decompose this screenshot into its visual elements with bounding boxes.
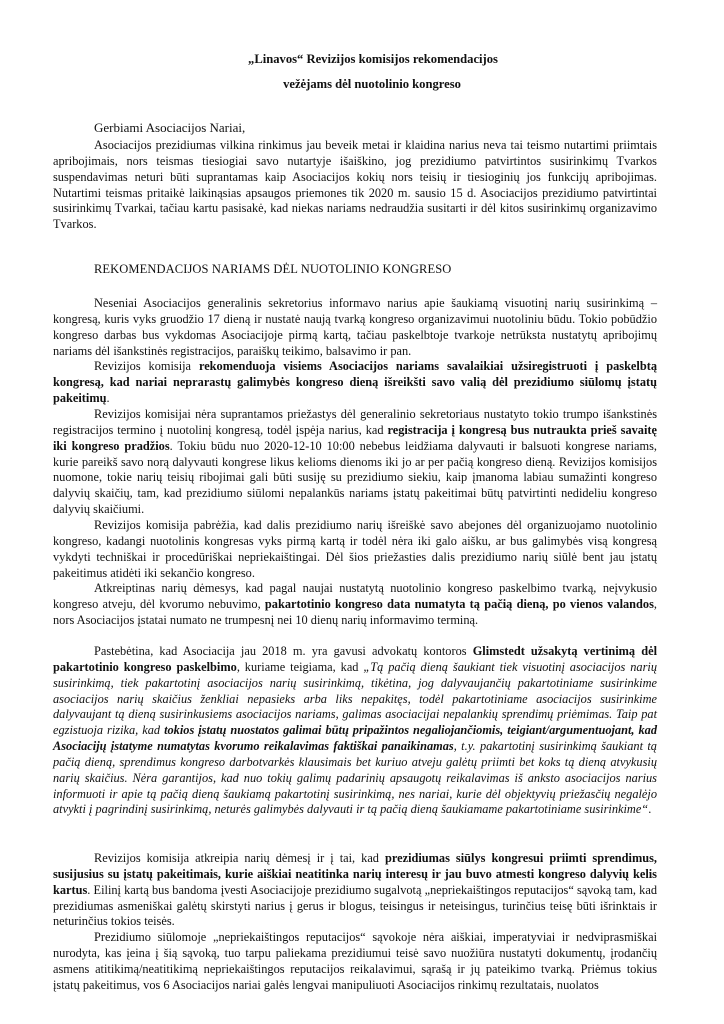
paragraph-6-end: . — [648, 802, 652, 817]
paragraph-5-bold: pakartotinio kongreso data numatyta tą pačią dieną, po vienos valandos — [264, 596, 654, 611]
paragraph-6-quote-bold: tokios įstatų nuostatos galimai būtų pripažintos negaliojančiomis, teigiant/argumentuojant, kad Asociacijų įstatyme numatytas kvorumo reikalavimas faktiškai panaikinamas — [53, 723, 657, 754]
paragraph-3-end: . Tokiu būdu nuo 2020-12-10 10:00 nebebus leidžiama dalyvauti ir balsuoti kongrese nariams, kurie pareikš savo norą dalyvauti kongrese likus kelioms dienoms iki jo ar per pačią kongreso dieną. Revizijos komisijos nuomone, tokie narių teisių ribojimai gali būti susiję su prezidiumo siekiu, kaip įmanoma labiau sumažinti kongreso dalyvių skaičių, tam, kad prezidiumo siūlomi nepalankūs nariams įstatų pakeitimai būtų patvirtinti nedideliu kongreso dalyvių skaičiumi. — [53, 438, 657, 517]
paragraph-6-quote: „Tą pačią dieną šaukiant tiek visuotinį asociacijos narių susirinkimą, tiek pakartotinį asociacijos narių susirinkimą, tikėtina, jog dalyvaujančių pakartotiniame susirinkime asociacijos narių skaičius ženkliai nepasieks arba liks nepakitęs, todėl pakartotiniame asociacijos susirinkime dalyvaujant tą dieną susirinkusiems asociacijos nariams, galimas asociacijai nepalankių sprendimų priėmimas. Taip pat egzistuoja rizika, kad — [53, 659, 657, 738]
document-title-line-1: „Linavos“ Revizijos komisijos rekomendacijos — [248, 52, 498, 66]
intro-paragraph: Asociacijos prezidiumas vilkina rinkimus jau beveik metai ir klaidina narius neva tai teismo nutartimi priimtais apribojimais, nors teismas tiesiogiai savo nutartyje išaiškino, jog prezidiumo patvirtintos susirinkimų Tvarkos suspendavimas neturi būti suprantamas kaip Asociacijos kokių nors teisių ir tiesioginių jos funkcijų apribojimas. Nutartimi teismas pritaikė laikinąsias apsaugos priemones tik 2020 m. sausio 15 d. Asociacijos prezidiumo patvirtintai susirinkimų Tvarkai, tačiau kartu pasisakė, kad niekas nariams nedraudžia susitarti ir dėl kitos susirinkimų organizavimo Tvarkos. — [53, 138, 657, 232]
paragraph-5 — [53, 581, 657, 629]
paragraph-3-bold: registracija į kongresą bus nutraukta prieš savaitę iki kongreso pradžios — [53, 422, 657, 453]
paragraph-1: Neseniai Asociacijos generalinis sekretorius informavo narius apie šaukiamą visuotinį narių susirinkimą – kongresą, kuris vyks gruodžio 17 dieną ir nustatė naują tvarką kongreso organizavimui nuotoliniu būdu. Tokio pobūdžio kongreso darbas bus vykdomas Asociacijoje pirmą kartą, tačiau paskelbtoje tvarkoje netrūksta nustatytų apribojimų nariams dėl išankstinės registracijos, paraiškų teikimo, balsavimo ir pan. — [53, 296, 657, 358]
paragraph-2-bold: rekomenduoja visiems Asociacijos nariams savalaikiai užsiregistruoti į paskelbtą kongresą, kad nariai neprarastų galimybės kongreso dieną išreikšti savo valią dėl prezidiumo siūlomų įstatų pakeitimų — [53, 359, 657, 405]
paragraph-5-text: Atkreiptinas narių dėmesys, kad pagal naujai nustatytą nuotolinio kongreso paskelbimo tvarką, neįvykusio kongreso atveju, dėl kvorumo nebuvimo, — [53, 581, 657, 611]
paragraph-6-bold: Glimstedt užsakytą vertinimą dėl pakartotinio kongreso paskelbimo — [53, 644, 658, 674]
paragraph-4: Revizijos komisija pabrėžia, kad dalis prezidiumo narių išreiškė savo abejones dėl organizuojamo nuotolinio kongreso, kadangi nuotolinis kongresas vyks pirmą kartą ir todėl nėra iki galo aišku, ar bus galimybės visą kongresą vykdyti techniškai ir procedūriškai nepriekaištingai. Dėl šios priežasties dalis prezidiumo narių siūlė bent jau įstatų pakeitimus atidėti iki sekančio kongreso. — [53, 518, 657, 580]
paragraph-2 — [53, 359, 657, 407]
paragraph-2-end: . — [106, 390, 110, 405]
paragraph-7-bold: prezidiumas siūlys kongresui priimti sprendimus, susijusius su įstatų pakeitimais, kurie aiškiai neatitinka narių interesų ir jau buvo atmesti kongreso dalyvių kelis kartus — [53, 851, 657, 897]
paragraph-6-quote-end: , t.y. pakartotinį susirinkimą šaukiant tą pačią dieną, sprendimus kongreso darbotvarkės klausimais bet kuriuo atveju galėtų priimti bet koks tą dieną atvykusių narių skaičius. Nėra garantijos, kad nuo tokių galimų padarinių apsaugotų reikalavimas iš anksto asociacijos narius informuoti ir apie tą pačią dieną šaukiamą pakartotinį susirinkimą, nes nariai, kurie dėl objektyvių priežasčių negalėjo atvykti į pagrindinį susirinkimą, neturės galimybės dalyvauti ir tą pačią dieną šaukiamame pakartotiniame susirinkime“ — [53, 739, 657, 817]
paragraph-6 — [53, 644, 657, 818]
paragraph-3-text: Revizijos komisijai nėra suprantamos priežastys dėl generalinio sekretoriaus nustatyto tokio trumpo išankstinės registracijos termino į nuotolinį kongresą, todėl įspėja narius, kad — [53, 407, 657, 437]
paragraph-3 — [53, 407, 657, 518]
section-heading: REKOMENDACIJOS NARIAMS DĖL NUOTOLINIO KONGRESO — [94, 262, 452, 276]
paragraph-6-text: Pastebėtina, kad Asociacija jau 2018 m. yra gavusi advokatų kontoros — [94, 644, 473, 658]
salutation: Gerbiami Asociacijos Nariai, — [94, 120, 246, 135]
paragraph-2-text: Revizijos komisija — [94, 359, 199, 373]
paragraph-7 — [53, 851, 657, 930]
paragraph-6-text-2: , kuriame teigiama, kad — [236, 659, 364, 674]
paragraph-7-text: Revizijos komisija atkreipia narių dėmesį ir į tai, kad — [94, 851, 385, 865]
paragraph-8: Prezidiumo siūlomoje „nepriekaištingos reputacijos“ sąvokoje nėra aiškiai, imperatyviai ir nedviprasmiškai nurodyta, kas įeina į šią sąvoką, tuo tarpu paliekama prezidiumui teisė savo nuožiūra nustatyti dokumentų, įrodančių asmens atitikimą/neatitikimą nepriekaištingos reputacijos reikalavimui, sąrašą ir jų pateikimo tvarką. Priėmus tokius įstatų pakeitimus, vos 6 Asociacijos nariai galės lengvai manipuliuoti Asociacijos rinkimų rezultatais, nuolatos — [53, 930, 657, 992]
paragraph-7-end: . Eilinį kartą bus bandoma įvesti Asociacijoje prezidiumo sugalvotą „nepriekaištingos reputacijos“ sąvoką tam, kad prezidiumas asmeniškai galėtų skirstyti narius į gerus ir blogus, teisingus ir neteisingus, turinčius teisę būti išrinktais ir neturinčius tokios teisės. — [53, 882, 657, 929]
paragraph-5-end: , nors Asociacijos įstatai numato ne trumpesnį nei 10 dienų narių informavimo terminą. — [53, 596, 657, 627]
document-title-line-2: vežėjams dėl nuotolinio kongreso — [283, 77, 461, 91]
